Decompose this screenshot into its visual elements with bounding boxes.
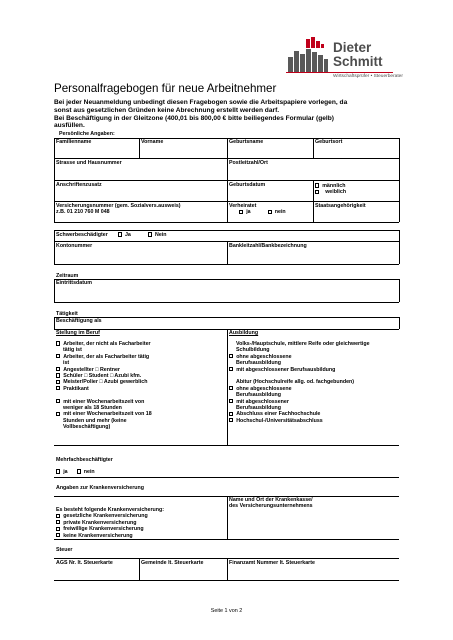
rule: [399, 241, 400, 264]
rule: [54, 580, 399, 581]
rule: [54, 230, 399, 231]
rule: [54, 279, 55, 302]
kranken-options: Es besteht folgende Krankenversicherung: gesetzliche Krankenversicherung private Krankenversicherung freiwillige Krankenversicherung keine Krankenversicherung: [56, 507, 165, 539]
checkbox-keine[interactable]: [56, 533, 60, 537]
stellung-text: Vollbeschäftigung): [63, 424, 111, 431]
stellung-text: mit einer Wochenarbeitszeit von: [63, 398, 145, 405]
intro-text: Bei jeder Neuanmeldung unbedingt diesen Fragebogen sowie die Arbeitspapiere vorlegen, da sonst aus gesetzlichen Gründen keine Abrechnung erstellt werden darf. Bei Beschäftigung in der Gleitzone (400,01 bis 800,00 € bitte beiliegendes Formular (gelb) ausfüllen.: [54, 99, 348, 130]
rule: [227, 329, 228, 445]
checkbox-freiwillig[interactable]: [56, 527, 60, 531]
checkbox-mehrfach-nein[interactable]: [77, 469, 81, 473]
checkbox-mehrfach-ja[interactable]: [56, 469, 60, 473]
stellung-text: Schüler □ Student □ Azubi kfm.: [63, 373, 142, 380]
checkbox-verheiratet-ja[interactable]: [239, 210, 243, 214]
rule: [399, 138, 400, 222]
logo-tagline: Wirtschaftsprüfer • Steuerberater: [333, 74, 403, 79]
stellung-text: Praktikant: [63, 385, 89, 392]
ausbildung-text: Schulbildung: [236, 347, 270, 354]
gender-options: männlich weiblich: [315, 183, 346, 196]
label-krankenkasse-name: Name und Ort der Krankenkasse/ des Versicherungsunternehmens: [229, 497, 313, 510]
label-geburtsname: Geburtsname: [229, 139, 264, 145]
ausbildung-text: ohne abgeschlossene: [236, 353, 292, 360]
checkbox[interactable]: [56, 367, 60, 371]
ausbildung-text: Berufsausbildung: [236, 405, 282, 412]
stellung-text: Meister/Polier □ Azubi gewerblich: [63, 379, 148, 386]
checkbox[interactable]: [229, 412, 233, 416]
rule: [313, 138, 314, 158]
checkbox[interactable]: [229, 386, 233, 390]
checkbox-verheiratet-nein[interactable]: [268, 210, 272, 214]
checkbox[interactable]: [229, 354, 233, 358]
label-versicherungsnummer: Versicherungsnummer (gem. Sozialvers.ausweis) z.B. 01 210 760 M 048: [56, 203, 181, 216]
section-steuer: Steuer: [56, 547, 73, 553]
checkbox-privat[interactable]: [56, 520, 60, 524]
label-gemeinde: Gemeinde lt. Steuerkarte: [141, 560, 204, 566]
rule: [313, 180, 314, 222]
label-staatsangehoerigkeit: Staatsangehörigkeit: [315, 203, 366, 209]
rule: [54, 241, 55, 264]
section-zeitraum: Zeitraum: [56, 273, 79, 279]
label-eintrittsdatum: Eintrittsdatum: [56, 280, 92, 286]
ausbildung-text: Berufsausbildung: [236, 392, 282, 399]
header-ausbildung: Ausbildung: [229, 330, 259, 336]
rule: [139, 558, 140, 580]
rule: [54, 302, 399, 303]
section-kranken: Angaben zur Krankenversicherung: [56, 485, 145, 491]
ausbildung-text: Abitur (Hochschulreife allg. od. fachgebunden): [236, 379, 355, 386]
rule: [227, 138, 228, 222]
checkbox-maennlich[interactable]: [315, 183, 319, 187]
schwerbeschaedigter-row: Schwerbeschädigter Ja Nein: [56, 232, 167, 238]
stellung-text: Angestellter □ Rentner: [63, 366, 120, 373]
rule: [227, 241, 228, 264]
rule: [54, 230, 55, 241]
checkbox[interactable]: [56, 341, 60, 345]
stellung-text: tätig ist: [63, 347, 82, 354]
header-stellung: Stellung im Beruf: [56, 330, 100, 336]
checkbox-weiblich[interactable]: [315, 190, 319, 194]
label-geburtsdatum: Geburtsdatum: [229, 182, 266, 188]
stellung-text: Arbeiter, der als Facharbeiter tätig: [63, 353, 150, 360]
label-familienname: Familienname: [56, 139, 92, 145]
stellung-text: weniger als 18 Stunden: [63, 405, 122, 412]
label-geburtsort: Geburtsort: [315, 139, 343, 145]
page-title: Personalfragebogen für neue Arbeitnehmer: [54, 82, 277, 95]
section-taetigkeit: Tätigkeit: [56, 311, 78, 317]
label-verheiratet: Verheiratet ja nein: [229, 203, 286, 216]
rule: [399, 230, 400, 241]
label-anschriftenzusatz: Anschriftenzusatz: [56, 182, 102, 188]
checkbox[interactable]: [229, 367, 233, 371]
rule: [227, 496, 228, 539]
stellung-text: mit einer Wochenarbeitszeit von 18: [63, 411, 152, 418]
logo-rule: [286, 72, 393, 73]
rule: [139, 138, 140, 158]
label-kontonummer: Kontonummer: [56, 243, 93, 249]
stellung-text: Stunden und mehr (keine: [63, 417, 127, 424]
stellung-text: ist: [63, 360, 70, 367]
stellung-list: [56, 341, 224, 431]
rule: [54, 477, 399, 478]
logo-mark-icon: [286, 37, 330, 73]
label-vorname: Vorname: [141, 139, 164, 145]
label-bankleitzahl: Bankleitzahl/Bankbezeichnung: [229, 243, 307, 249]
ausbildung-text: Volks-/Hauptschule, mittlere Reife oder gleichwertige: [236, 341, 370, 347]
label-strasse: Strasse und Hausnummer: [56, 160, 122, 166]
checkbox[interactable]: [56, 373, 60, 377]
checkbox[interactable]: [56, 386, 60, 390]
checkbox[interactable]: [56, 380, 60, 384]
label-finanzamt: Finanzamt Nummer lt. Steuerkarte: [229, 560, 315, 566]
checkbox[interactable]: [229, 418, 233, 422]
rule: [54, 279, 399, 280]
stellung-row: [56, 424, 224, 430]
rule: [54, 264, 399, 265]
rule: [54, 317, 55, 329]
ausbildung-text: Abschluss einer Fachhochschule: [236, 411, 321, 418]
rule: [54, 138, 55, 222]
checkbox[interactable]: [56, 412, 60, 416]
ausbildung-row: [229, 418, 399, 424]
label-ags: AGS Nr. lt. Steuerkarte: [56, 560, 113, 566]
rule: [54, 539, 399, 540]
label-plz-ort: Postleitzahl/Ort: [229, 160, 268, 166]
ausbildung-text: Hochschul-/Universitätsabschluss: [236, 417, 323, 424]
rule: [227, 558, 228, 580]
rule: [54, 317, 399, 318]
rule: [399, 279, 400, 302]
checkbox[interactable]: [56, 354, 60, 358]
rule: [399, 317, 400, 329]
mehrfach-options: ja nein: [56, 469, 95, 475]
checkbox-schwerbesch-ja[interactable]: [118, 232, 122, 236]
checkbox-gesetzlich[interactable]: [56, 514, 60, 518]
page-footer: Seite 1 von 2: [210, 608, 243, 614]
checkbox[interactable]: [229, 399, 233, 403]
checkbox-schwerbesch-nein[interactable]: [148, 232, 152, 236]
ausbildung-text: mit abgeschlossener: [236, 398, 289, 405]
ausbildung-text: ohne abgeschlossene: [236, 385, 292, 392]
label-mehrfach: Mehrfachbeschäftigter: [56, 457, 113, 463]
checkbox[interactable]: [56, 399, 60, 403]
rule: [54, 445, 399, 446]
section-personal: Persönliche Angaben:: [59, 131, 115, 137]
rule: [54, 222, 399, 223]
stellung-text: Arbeiter, der nicht als Facharbeiter: [63, 341, 151, 347]
ausbildung-text: mit abgeschlossener Berufsausbildung: [236, 366, 336, 373]
ausbildung-list: [229, 341, 399, 424]
label-beschaeftigung: Beschäftigung als: [56, 318, 102, 324]
ausbildung-text: Berufsausbildung: [236, 360, 282, 367]
logo-name: Dieter Schmitt: [333, 40, 383, 69]
